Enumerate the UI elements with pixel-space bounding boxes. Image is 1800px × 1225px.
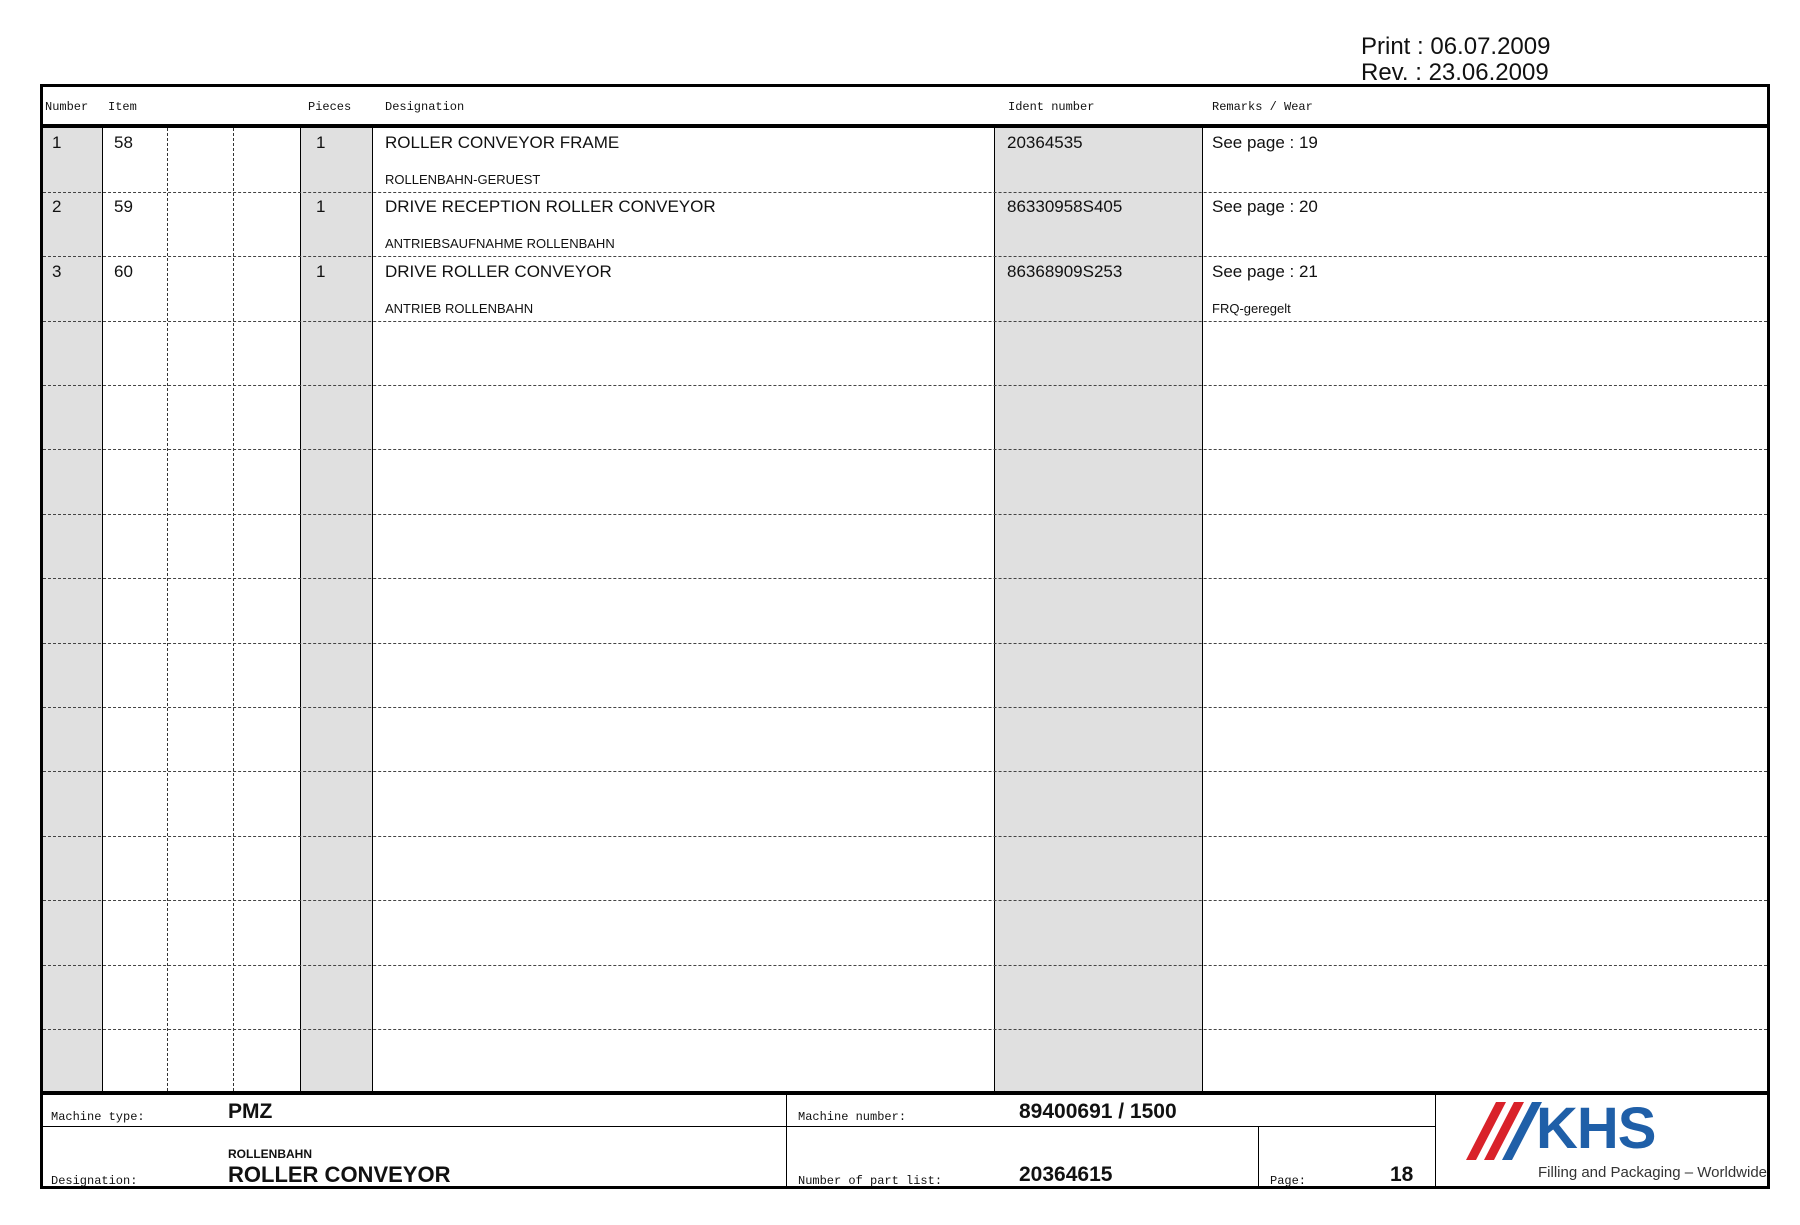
footer-divider (43, 1126, 1436, 1127)
header-remarks: Remarks / Wear (1212, 100, 1313, 114)
row-number: 3 (52, 262, 62, 281)
row-item: 59 (114, 197, 133, 216)
footer-divider (1258, 1127, 1259, 1186)
row-ident-number: 86330958S405 (1007, 197, 1123, 216)
row-separator (43, 578, 1767, 579)
row-separator (43, 256, 1767, 257)
row-pieces: 1 (316, 262, 326, 281)
row-designation-german: ROLLENBAHN-GERUEST (385, 172, 541, 187)
print-date: Print : 06.07.2009 (1361, 33, 1551, 60)
column-divider (300, 128, 301, 1091)
row-designation: ROLLER CONVEYOR FRAME (385, 133, 620, 152)
header-ident-number: Ident number (1008, 100, 1095, 114)
column-divider (372, 128, 373, 1091)
footer-divider (786, 1095, 787, 1186)
designation-value: ROLLER CONVEYOR (228, 1162, 451, 1187)
header-pieces: Pieces (308, 100, 352, 114)
column-divider-dashed (167, 128, 168, 1091)
row-separator (43, 449, 1767, 450)
row-item: 60 (114, 262, 133, 281)
row-separator (43, 321, 1767, 322)
row-separator (43, 514, 1767, 515)
footer-divider (1435, 1095, 1436, 1186)
page-label: Page: (1270, 1174, 1307, 1188)
row-pieces: 1 (316, 197, 326, 216)
designation-label: Designation: (51, 1174, 138, 1188)
row-separator (43, 385, 1767, 386)
row-separator (43, 643, 1767, 644)
column-divider-dashed (233, 128, 234, 1091)
part-list-value: 20364615 (1019, 1163, 1113, 1186)
row-number: 1 (52, 133, 62, 152)
row-separator (43, 900, 1767, 901)
row-separator (43, 707, 1767, 708)
row-ident-number: 86368909S253 (1007, 262, 1123, 281)
row-separator (43, 771, 1767, 772)
row-designation: DRIVE ROLLER CONVEYOR (385, 262, 612, 281)
row-item: 58 (114, 133, 133, 152)
row-designation: DRIVE RECEPTION ROLLER CONVEYOR (385, 197, 716, 216)
machine-type-label: Machine type: (51, 1110, 145, 1124)
part-list-label: Number of part list: (798, 1174, 943, 1188)
column-divider (102, 128, 103, 1091)
machine-number-label: Machine number: (798, 1110, 907, 1124)
row-designation-german: ANTRIEB ROLLENBAHN (385, 301, 534, 316)
row-pieces: 1 (316, 133, 326, 152)
row-separator (43, 836, 1767, 837)
khs-logo-wordmark: KHS (1536, 1096, 1656, 1161)
revision-date: Rev. : 23.06.2009 (1361, 59, 1549, 86)
row-designation-german: ANTRIEBSAUFNAHME ROLLENBAHN (385, 236, 615, 251)
column-divider (1202, 128, 1203, 1091)
row-remarks-note: FRQ-geregelt (1212, 301, 1291, 316)
row-number: 2 (52, 197, 62, 216)
row-ident-number: 20364535 (1007, 133, 1083, 152)
khs-logo-tagline: Filling and Packaging – Worldwide (1538, 1164, 1768, 1181)
column-divider (994, 128, 995, 1091)
row-separator (43, 1029, 1767, 1030)
khs-logo (1460, 1096, 1768, 1184)
footer-rule (40, 1091, 1770, 1095)
row-separator (43, 192, 1767, 193)
row-remarks[interactable]: See page : 20 (1212, 197, 1318, 216)
machine-type-value: PMZ (228, 1100, 273, 1123)
page-number: 18 (1390, 1163, 1414, 1186)
designation-german-value: ROLLENBAHN (228, 1147, 312, 1161)
row-separator (43, 965, 1767, 966)
header-designation: Designation (385, 100, 465, 114)
header-item: Item (108, 100, 137, 114)
machine-number-value: 89400691 / 1500 (1019, 1100, 1177, 1123)
row-remarks[interactable]: See page : 19 (1212, 133, 1318, 152)
header-number: Number (45, 100, 89, 114)
row-remarks[interactable]: See page : 21 (1212, 262, 1318, 281)
